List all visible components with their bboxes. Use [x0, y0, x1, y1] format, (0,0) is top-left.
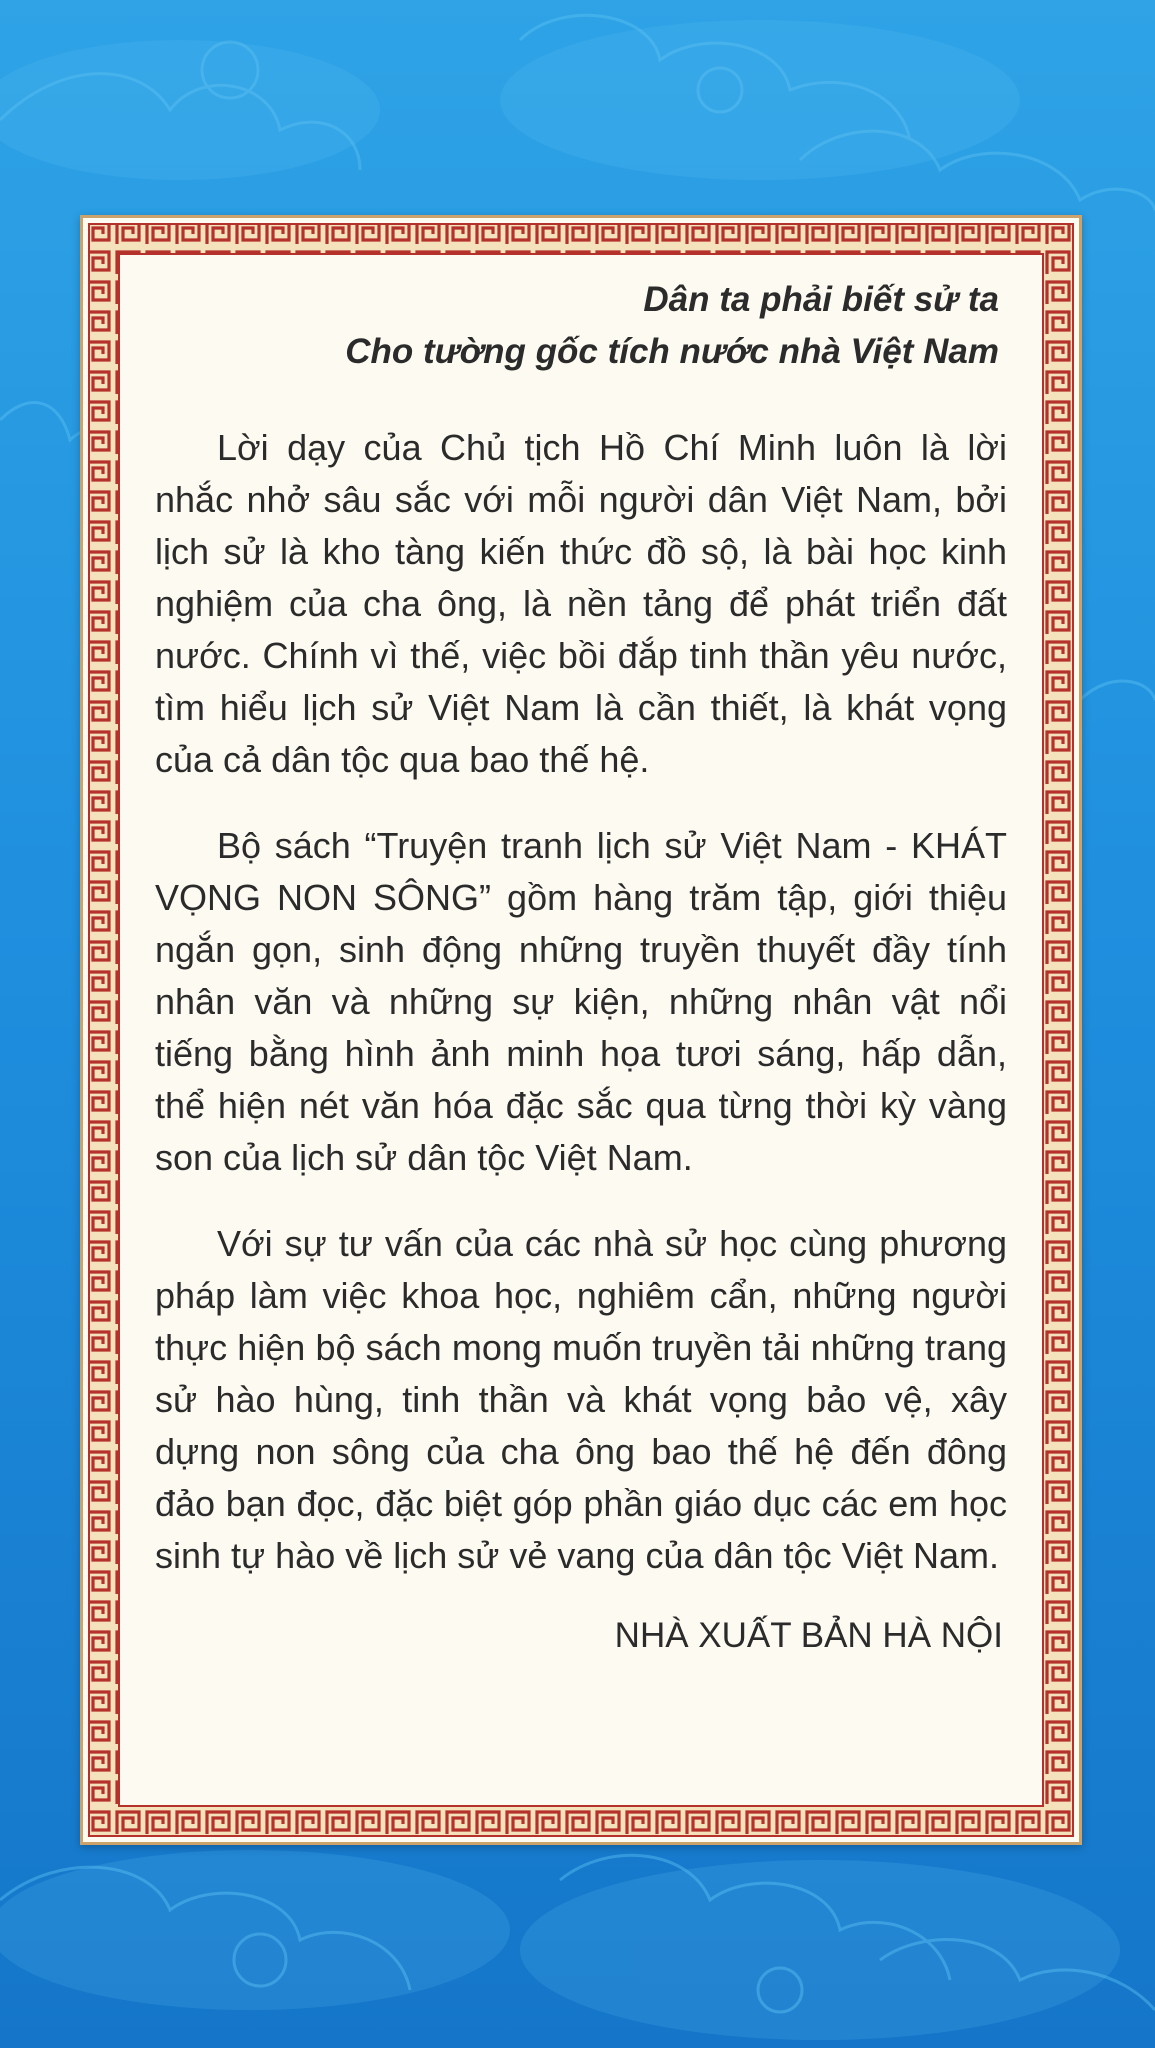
motto	[155, 274, 1007, 378]
paragraph-1: Lời dạy của Chủ tịch Hồ Chí Minh luôn là lời nhắc nhở sâu sắc với mỗi người dân Việt Nam, bởi lịch sử là kho tàng kiến thức đồ sộ, là bài học kinh nghiệm của cha ông, là nền tảng để phát triển đất nước. Chính vì thế, việc bồi đắp tinh thần yêu nước, tìm hiểu lịch sử Việt Nam là cần thiết, là khát vọng của cả dân tộc qua bao thế hệ.	[155, 427, 1007, 780]
text-panel	[80, 215, 1082, 1845]
paragraph-3: Với sự tư vấn của các nhà sử học cùng phương pháp làm việc khoa học, nghiêm cẩn, những người thực hiện bộ sách mong muốn truyền tải những trang sử hào hùng, tinh thần và khát vọng bảo vệ, xây dựng non sông của cha ông bao thế hệ đến đông đảo bạn đọc, đặc biệt góp phần giáo dục các em học sinh tự hào về lịch sử vẻ vang của dân tộc Việt Nam.	[155, 1223, 1007, 1576]
panel-content	[155, 258, 1007, 1788]
publisher-name: NHÀ XUẤT BẢN HÀ NỘI	[614, 1616, 1003, 1655]
motto-line-1: Dân ta phải biết sử ta	[643, 280, 999, 319]
motto-line-2: Cho tường gốc tích nước nhà Việt Nam	[345, 332, 999, 371]
paragraph-2: Bộ sách “Truyện tranh lịch sử Việt Nam - KHÁT VỌNG NON SÔNG” gồm hàng trăm tập, giới thiệu ngắn gọn, sinh động những truyền thuyết đầy tính nhân văn và những sự kiện, những nhân vật nổi tiếng bằng hình ảnh minh họa tươi sáng, hấp dẫn, thể hiện nét văn hóa đặc sắc qua từng thời kỳ vàng son của lịch sử dân tộc Việt Nam.	[155, 825, 1007, 1178]
